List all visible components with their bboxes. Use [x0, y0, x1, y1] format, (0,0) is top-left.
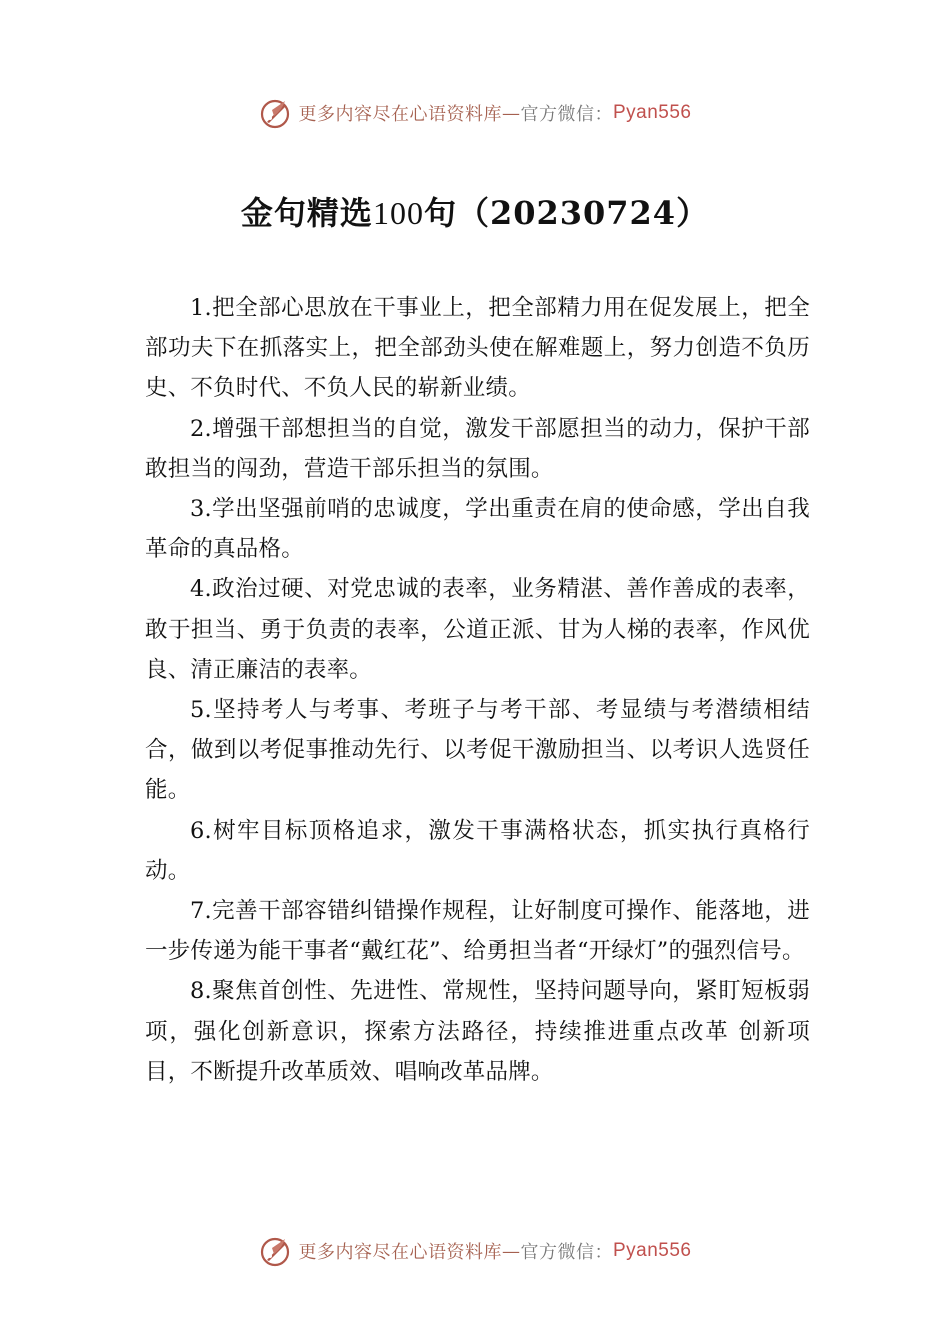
title-text: 金句精选	[240, 194, 373, 232]
footer-watermark	[0, 1234, 950, 1268]
header-watermark	[0, 96, 950, 130]
title-number: 100	[372, 195, 424, 231]
watermark-dash: —	[501, 102, 521, 124]
quote-item: 2.增强干部想担当的自觉，激发干部愿担当的动力，保护干部敢担当的闯劲，营造干部乐担当的氛围。	[145, 415, 810, 482]
quote-item: 6.树牢目标顶格追求，激发干事满格状态，抓实执行真格行动。	[145, 817, 810, 884]
quote-list	[145, 288, 810, 1092]
quill-logo-icon	[258, 96, 292, 130]
watermark-dash: —	[501, 1240, 521, 1262]
quill-logo-icon	[258, 1234, 292, 1268]
watermark-weixin-label: 官方微信：	[520, 1242, 613, 1263]
quote-item: 3.学出坚强前哨的忠诚度，学出重责在肩的使命感，学出自我革命的真品格。	[145, 496, 810, 563]
watermark-weixin-label: 官方微信：	[520, 104, 613, 125]
page-title	[0, 188, 950, 234]
quote-item: 7.完善干部容错纠错操作规程，让好制度可操作、能落地，进一步传递为能干事者“戴红花”、给勇担当者“开绿灯”的强烈信号。	[145, 898, 810, 965]
watermark-weixin-id: Pyan556	[612, 102, 692, 123]
quote-item: 1.把全部心思放在干事业上，把全部精力用在促发展上，把全部功夫下在抓落实上，把全部劲头使在解难题上，努力创造不负历史、不负时代、不负人民的崭新业绩。	[145, 295, 810, 402]
quote-item: 4.政治过硬、对党忠诚的表率，业务精湛、善作善成的表率，敢于担当、勇于负责的表率，公道正派、甘为人梯的表率，作风优良、清正廉洁的表率。	[145, 576, 810, 683]
watermark-weixin-id: Pyan556	[612, 1240, 692, 1261]
watermark-main-text: 更多内容尽在心语资料库	[298, 1242, 502, 1263]
quote-item: 5.坚持考人与考事、考班子与考干部、考显绩与考潜绩相结合，做到以考促事推动先行、以考促干激励担当、以考识人选贤任能。	[145, 697, 810, 804]
title-suffix: 句（20230724）	[423, 194, 710, 232]
quote-item: 8.聚焦首创性、先进性、常规性，坚持问题导向，紧盯短板弱项，强化创新意识，探索方法路径，持续推进重点改革 创新项目，不断提升改革质效、唱响改革品牌。	[145, 978, 810, 1085]
watermark-main-text: 更多内容尽在心语资料库	[298, 104, 502, 125]
